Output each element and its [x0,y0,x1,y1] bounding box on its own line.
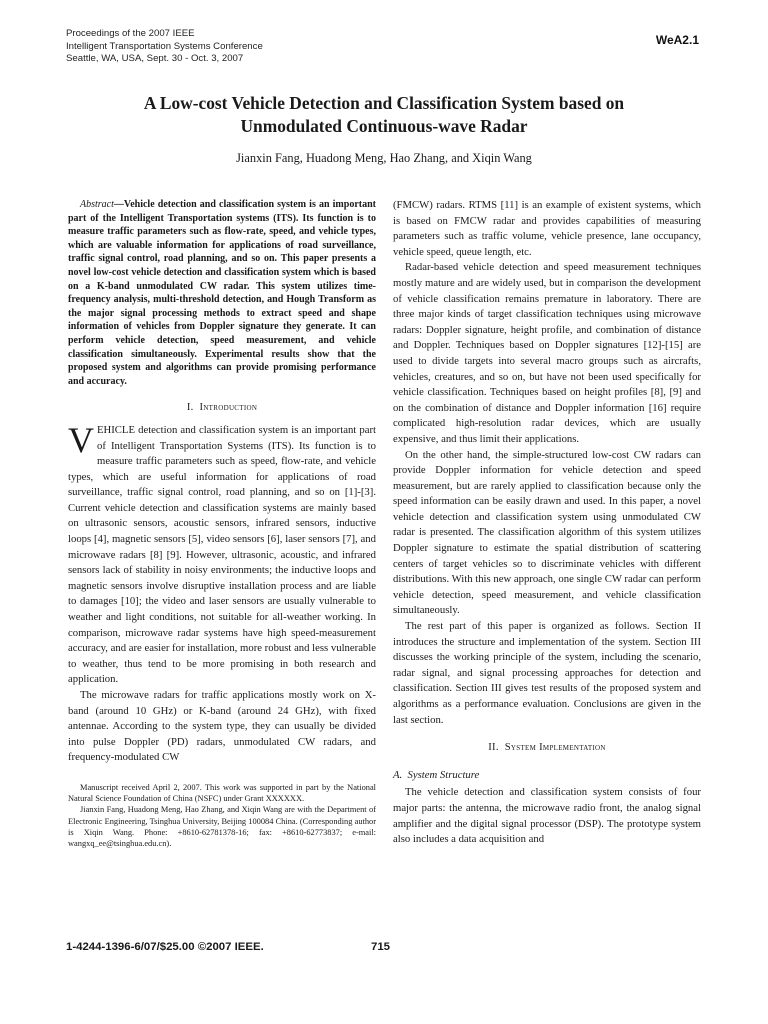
section-heading [68,400,376,416]
body-paragraph: The rest part of this paper is organized as follows. Section II introduces the structure and implementation of the system. Section III discusses the working principle of the system, including the scenario, radar signal, and signal processing approaches for detection and classification. Section III gives test results of the proposed system and algorithms as a performance evaluation. Conclusions are given in the last section. [393,620,701,726]
section-number: I. [186,402,194,414]
conference-header-line: Intelligent Transportation Systems Conference [66,40,263,52]
section-title: System Implementation [504,742,606,754]
right-column [393,198,701,848]
body-paragraph: The vehicle detection and classification system consists of four major parts: the antenna, the microwave radio front, the analog signal amplifier and the digital signal processor (DSP). The prototype system also includes a data acquisition and [393,786,701,846]
conference-header-line: Seattle, WA, USA, Sept. 30 - Oct. 3, 2007 [66,53,244,64]
footnote-paragraph: Jianxin Fang, Huadong Meng, Hao Zhang, and Xiqin Wang are with the Department of Electronic Engineering, Tsinghua University, Beijing 100084 China. (Corresponding author is Xiqin Wang. Phone: +8610-62781378-16; fax: +8610-62773837; e-mail: wangxq_ee@tsinghua.edu.cn). [68,805,376,848]
footnote [68,782,376,849]
body-paragraph [68,419,376,688]
abstract-text: —Vehicle detection and classification system is an important part of the Intelligent Transportation systems (ITS). Its function is to measure traffic parameters such as flow-rate, speed, and vehicle types, which are valuable information for applications of road surveillance, traffic signal control, road planning, and so on. This paper presents a novel low-cost vehicle detection and classification system which is based on a K-band unmodulated CW radar. This system utilizes time-frequency analysis, multi-threshold detection, and Hough Transform as the major signal processing methods to extract speed and shape information of vehicles from Doppler signature they generate. It can perform vehicle detection, speed measurement, and vehicle classification simultaneously. Experimental results show that the proposed system and algorithms can provide promising performance and accuracy. [68,199,376,387]
body-paragraph: On the other hand, the simple-structured low-cost CW radars can provide Doppler information for vehicle detection and speed measurement, but are rarely applied to classification because only the speed information can be easily drawn and used. In this paper, a novel vehicle detection and classification system using unmodulated CW radar is presented. The classification algorithm of this system utilizes Doppler signature to estimate the spatial distribution of scattering centers of target vehicles so to discriminate vehicles with different distributions. With this new approach, one single CW radar can perform vehicle detection, speed measurement, and vehicle classification simultaneously. [393,448,701,617]
paragraph-text: detection and classification system is an important part of Intelligent Transportation Systems (ITS). Its function is to measure traffic parameters such as speed, flow-rate, and vehicle types, which are useful information for applications of road surveillance, traffic signal control, road planning, and so on [1]-[3]. Current vehicle detection and classification systems are mainly based on ultrasonic sensors, acoustic sensors, infrared sensors, inductive loops [4], magnetic sensors [5], video sensors [6], laser sensors [7], and microwave radars [8] [9]. However, ultrasonic, acoustic, and infrared sensors lack of stability in noisy environments; the inductive loops and magnetic sensors involve disruptive installation process and are liable to damages [10]; the video and laser sensors are usually vulnerable to weather and light conditions, not suitable for all-weather working. In comparison, microwave radar systems have high speed-measurement accuracy, and are easier for installation, more robust and less vulnerable to weather, thus tend to be more promising in both research and application. [68,423,376,686]
section-title: Introduction [199,402,258,414]
footnote-paragraph: Manuscript received April 2, 2007. This work was supported in part by the National Natural Science Foundation of China (NSFC) under Grant XXXXXX. [68,782,376,804]
paper-title-line: A Low-cost Vehicle Detection and Classification System based on [143,93,625,113]
section-heading [393,740,701,756]
body-paragraph: The microwave radars for traffic applications mostly work on X-band (around 10 GHz) or K-band (around 24 GHz), with fixed antennae. According to the system type, they can usually be divided into pulse Doppler (PD) radars, unmodulated CW radars, and frequency-modulated CW [68,689,376,764]
body-paragraph: Radar-based vehicle detection and speed measurement techniques mostly mature and are widely used, but in comparison the development of vehicle classification remains premature in laboratory. There are three major kinds of target classification techniques using microwave radars: Doppler signature, height profile, and combination of distance and Doppler. Techniques based on Doppler signatures [12]-[15] are used to divide targets into several macro groups such as aircrafts, vehicles, creatures, and so on, but have not been used specifically for vehicle classification. Techniques based on height profiles [8], [9] and on the combination of distance and Doppler information [16] require complicated high-resolution radar devices, which are usually expensive, and thus limit their applications. [393,261,701,445]
conference-header-line: Proceedings of the 2007 IEEE [66,28,195,39]
section-number: II. [488,742,499,754]
copyright-notice: 1-4244-1396-6/07/$25.00 ©2007 IEEE. [66,941,264,953]
lead-word: EHICLE [97,423,135,436]
subsection-title: System Structure [407,768,480,781]
body-paragraph: (FMCW) radars. RTMS [11] is an example of existent systems, which is based on FMCW radar and provides capabilities of measuring parameters such as traffic volume, vehicle presence, lane occupancy, vehicle speed, queue length, etc. [393,199,701,258]
left-column [68,198,376,849]
drop-cap: V [68,419,94,460]
page-number: 715 [371,941,391,953]
paper-title [66,92,702,138]
subsection-heading [393,768,701,784]
session-code: WeA2.1 [655,33,699,47]
abstract-label: Abstract [80,199,114,210]
abstract [68,198,376,388]
author-list: Jianxin Fang, Huadong Meng, Hao Zhang, and Xiqin Wang [236,151,532,165]
conference-header [66,28,386,66]
paper-title-line: Unmodulated Continuous-wave Radar [240,116,528,136]
subsection-label: A. [393,768,403,781]
